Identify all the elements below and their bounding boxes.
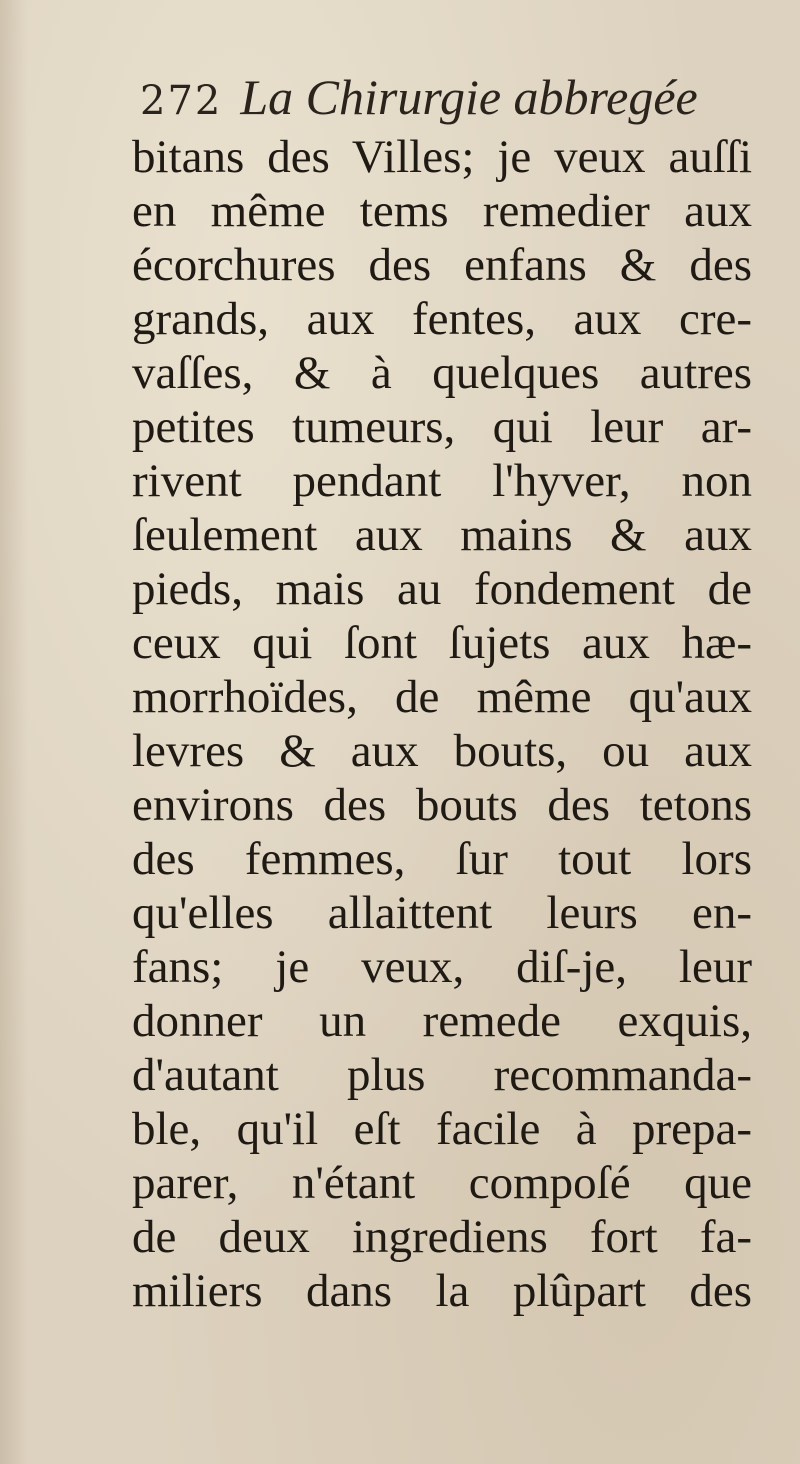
text-line: environs des bouts des tetons xyxy=(132,779,752,831)
page-number: 272 xyxy=(140,78,223,124)
text-line: fans; je veux, diſ-je, leur xyxy=(132,941,752,993)
text-line: d'autant plus recommanda- xyxy=(132,1049,752,1101)
body-text xyxy=(132,130,752,1318)
text-line: ceux qui ſont ſujets aux hæ- xyxy=(132,617,752,669)
text-line: donner un remede exquis, xyxy=(132,995,752,1047)
text-line: levres & aux bouts, ou aux xyxy=(132,725,752,777)
text-line: grands, aux fentes, aux cre- xyxy=(132,293,752,345)
text-line: parer, n'étant compoſé que xyxy=(132,1157,752,1209)
text-line: morrhoïdes, de même qu'aux xyxy=(132,671,752,723)
spine-shadow xyxy=(0,0,28,1464)
text-line: écorchures des enfans & des xyxy=(132,239,752,291)
text-line: des femmes, ſur tout lors xyxy=(132,833,752,885)
text-line: vaſſes, & à quelques autres xyxy=(132,347,752,399)
running-title: La Chirurgie abbregée xyxy=(240,69,698,125)
text-line: petites tumeurs, qui leur ar- xyxy=(132,401,752,453)
text-line: qu'elles allaittent leurs en- xyxy=(132,887,752,939)
text-line: bitans des Villes; je veux auſſi xyxy=(132,131,752,183)
page-header xyxy=(140,68,740,128)
text-line: miliers dans la plûpart des xyxy=(132,1265,752,1317)
text-line: rivent pendant l'hyver, non xyxy=(132,455,752,507)
text-line: de deux ingrediens fort fa- xyxy=(132,1211,752,1263)
text-line: pieds, mais au fondement de xyxy=(132,563,752,615)
text-line: en même tems remedier aux xyxy=(132,185,752,237)
text-line: ble, qu'il eſt facile à prepa- xyxy=(132,1103,752,1155)
text-line: ſeulement aux mains & aux xyxy=(132,509,752,561)
